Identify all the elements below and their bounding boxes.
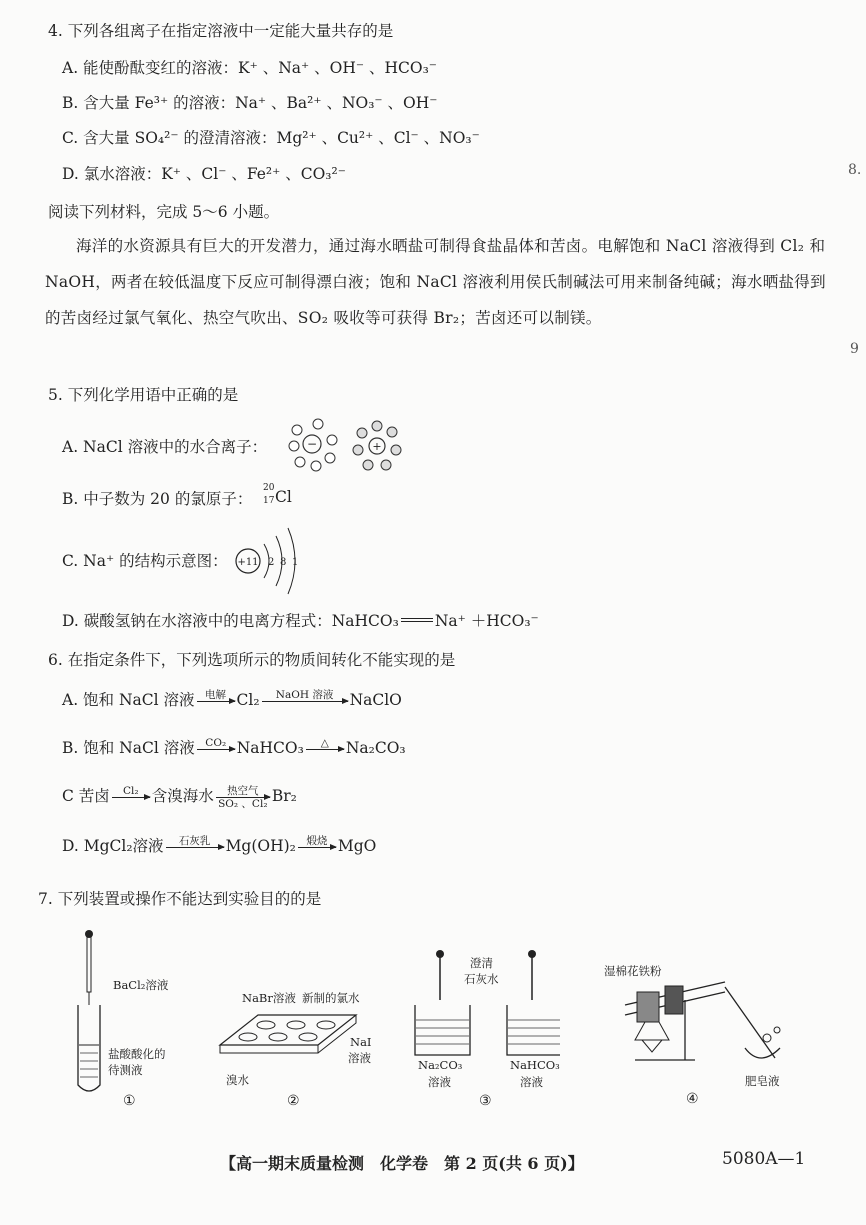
fig3-nahco3-solution-label: 溶液	[520, 1075, 543, 1089]
q5-d-left: D. 碳酸氢钠在水溶液中的电离方程式：NaHCO₃	[62, 612, 399, 630]
fig1-sample-label-1: 盐酸酸化的	[108, 1047, 166, 1061]
q4-option-c: C. 含大量 SO₄²⁻ 的澄清溶液：Mg²⁺ 、Cu²⁺ 、Cl⁻ 、NO₃⁻	[62, 129, 480, 147]
q6-a-intermediate: Cl₂	[236, 691, 260, 709]
q6-b-intermediate: NaHCO₃	[236, 739, 304, 757]
paper-code: 5080A—1	[722, 1149, 806, 1169]
chlorine-isotope-symbol	[263, 483, 303, 511]
q6-a-product: NaClO	[349, 691, 402, 709]
arrow-icon	[306, 737, 344, 762]
fig4-soap-label: 肥皂液	[745, 1074, 780, 1088]
reading-intro: 阅读下列材料，完成 5～6 小题。	[48, 203, 280, 221]
fig3-na2co3-solution-label: 溶液	[428, 1075, 451, 1089]
fig1-sample-label-2: 待测液	[108, 1063, 143, 1077]
q4-option-b: B. 含大量 Fe³⁺ 的溶液：Na⁺ 、Ba²⁺ 、NO₃⁻ 、OH⁻	[62, 94, 438, 112]
q6-c-condition-2: 热空气	[227, 784, 259, 797]
q6-d-product: MgO	[337, 837, 377, 855]
q6-a-condition-1: 电解	[205, 688, 227, 701]
edge-fragment-9: 9	[850, 341, 859, 357]
q6-c-product: Br₂	[271, 787, 297, 805]
arrow-icon	[166, 835, 224, 860]
q6-option-c	[62, 784, 297, 810]
arrow-icon	[112, 785, 150, 810]
fig4-cotton-iron-label: 湿棉花铁粉	[604, 964, 662, 978]
q5-option-c: C. Na⁺ 的结构示意图：	[62, 552, 228, 570]
q6-option-d	[62, 834, 376, 860]
shell-2-electrons: 8	[280, 557, 287, 568]
fig4-number: ④	[686, 1091, 699, 1107]
hydrated-anion-icon	[289, 419, 337, 471]
q5-option-b: B. 中子数为 20 的氯原子：	[62, 490, 253, 508]
hydrated-cation-icon	[353, 421, 401, 470]
shell-3-electrons: 1	[292, 557, 299, 568]
fig2-number: ②	[287, 1093, 300, 1109]
q5-option-a: A. NaCl 溶液中的水合离子：	[62, 438, 268, 456]
q6-b-condition-2: △	[320, 736, 329, 749]
q6-d-intermediate: Mg(OH)₂	[225, 837, 296, 855]
q6-a-condition-2: NaOH 溶液	[275, 688, 334, 701]
fig3-na2co3-label: Na₂CO₃	[418, 1058, 463, 1072]
q6-c-intermediate: 含溴海水	[151, 787, 214, 805]
q6-c-condition-2b: SO₂ 、Cl₂	[218, 797, 268, 810]
fig1-reagent-label: BaCl₂溶液	[113, 978, 169, 992]
q6-a-reactant: A. 饱和 NaCl 溶液	[62, 691, 195, 709]
arrow-icon	[197, 689, 235, 714]
fig2-chlorine-water-label: 新制的氯水	[302, 991, 360, 1005]
q5-d-right: Na⁺ ＋HCO₃⁻	[434, 612, 539, 630]
arrow-icon	[262, 689, 348, 714]
q6-d-condition-2: 煅烧	[306, 834, 328, 847]
fig2-nai-label: NaI	[350, 1035, 372, 1049]
q5-stem: 5. 下列化学用语中正确的是	[48, 386, 239, 404]
q6-c-condition-1: Cl₂	[122, 784, 139, 797]
element-symbol: Cl	[275, 488, 292, 506]
q6-option-a	[62, 688, 402, 714]
atomic-number: 17	[263, 496, 275, 506]
q6-d-condition-1: 石灰乳	[178, 834, 211, 847]
cation-sign: +	[372, 440, 382, 453]
fig3-limewater-label-1: 澄清	[470, 956, 493, 970]
q4-option-d: D. 氯水溶液：K⁺ 、Cl⁻ 、Fe²⁺ 、CO₃²⁻	[62, 165, 346, 183]
q6-b-product: Na₂CO₃	[345, 739, 406, 757]
fig3-number: ③	[479, 1093, 492, 1109]
arrow-icon	[216, 785, 270, 810]
spot-plate-figure	[218, 1005, 358, 1070]
equilibrium-arrow-icon	[401, 618, 433, 622]
nucleus-charge: +11	[237, 557, 259, 568]
fig2-solution-label: 溶液	[348, 1051, 371, 1065]
shell-1-electrons: 2	[268, 557, 275, 568]
anion-sign: −	[306, 437, 318, 451]
fig2-bromine-water-label: 溴水	[226, 1073, 249, 1087]
q4-option-a: A. 能使酚酞变红的溶液：K⁺ 、Na⁺ 、OH⁻ 、HCO₃⁻	[62, 59, 437, 77]
fig3-limewater-label-2: 石灰水	[464, 972, 499, 986]
hydrated-ions-figure	[282, 418, 408, 474]
fig1-number: ①	[123, 1093, 136, 1109]
fig3-nahco3-label: NaHCO₃	[510, 1058, 560, 1072]
q6-c-reactant: C 苦卤	[62, 787, 110, 805]
q6-b-reactant: B. 饱和 NaCl 溶液	[62, 739, 195, 757]
test-tube-figure	[70, 925, 110, 1100]
q6-b-condition-1: CO₂	[205, 736, 227, 749]
sodium-ion-structure-diagram	[234, 524, 304, 598]
q5-option-d	[62, 611, 539, 631]
page-footer-title: 【高一期末质量检测 化学卷 第 2 页(共 6 页)】	[220, 1154, 584, 1173]
reading-passage: 海洋的水资源具有巨大的开发潜力，通过海水晒盐可制得食盐晶体和苦卤。电解饱和 NaCl 溶液得到 Cl₂ 和 NaOH，两者在较低温度下反应可制得漂白液；饱和 NaCl 溶液利用侯氏制碱法可用来制备纯碱；海水晒盐得到的苦卤经过氯气氧化、热空气吹出、SO₂ 吸收等可获得 Br₂；苦卤还可以制镁。	[45, 237, 826, 327]
arrow-icon	[197, 737, 235, 762]
edge-fragment-8: 8.	[848, 162, 862, 178]
q6-d-reactant: D. MgCl₂溶液	[62, 837, 164, 855]
q6-stem: 6. 在指定条件下，下列选项所示的物质间转化不能实现的是	[48, 651, 456, 669]
mass-number: 20	[263, 483, 275, 493]
q6-option-b	[62, 736, 406, 762]
q7-stem: 7. 下列装置或操作不能达到实验目的的是	[38, 890, 322, 908]
fig2-nabr-label: NaBr溶液	[242, 991, 296, 1005]
arrow-icon	[298, 835, 336, 860]
q4-stem: 4. 下列各组离子在指定溶液中一定能大量共存的是	[48, 22, 394, 40]
